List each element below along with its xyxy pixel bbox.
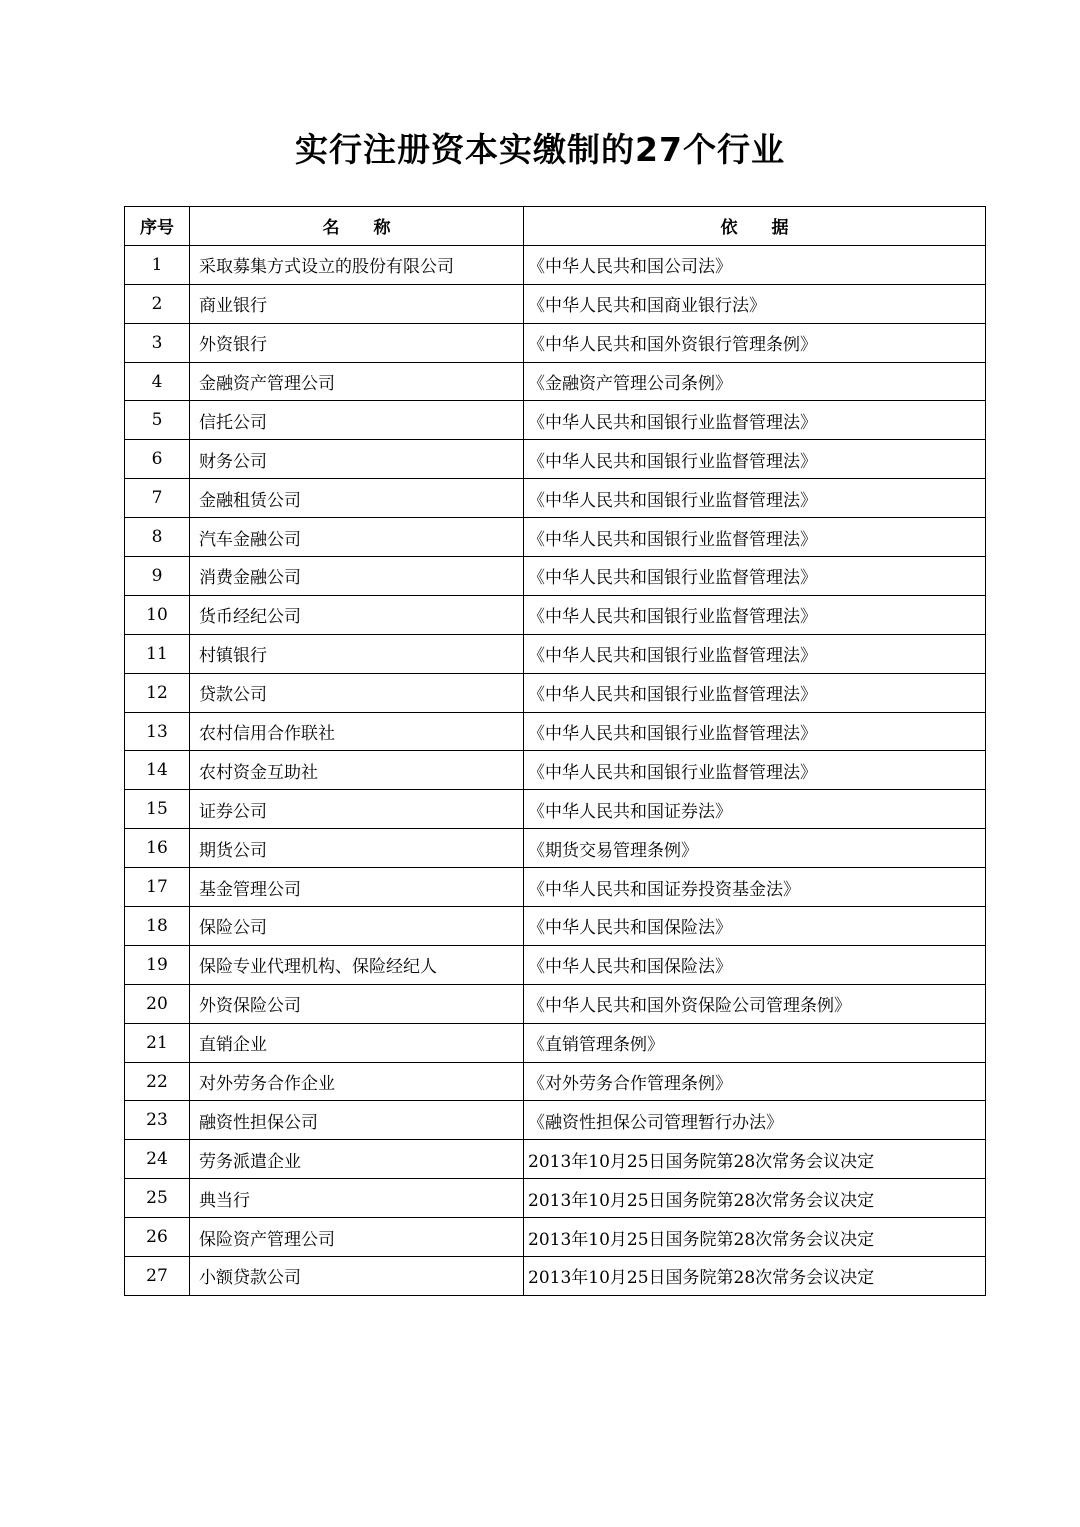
- cell-industry-name: 村镇银行: [190, 634, 524, 673]
- table-row: [125, 595, 986, 634]
- table-row: [125, 440, 986, 479]
- cell-legal-basis: 《中华人民共和国银行业监督管理法》: [524, 518, 986, 557]
- cell-industry-name: 商业银行: [190, 284, 524, 323]
- table-row: [125, 868, 986, 907]
- cell-legal-basis: 《中华人民共和国银行业监督管理法》: [524, 401, 986, 440]
- cell-serial-number: 17: [125, 868, 190, 907]
- table-row: [125, 479, 986, 518]
- table-row: [125, 790, 986, 829]
- cell-serial-number: 5: [125, 401, 190, 440]
- cell-industry-name: 小额贷款公司: [190, 1257, 524, 1296]
- cell-serial-number: 7: [125, 479, 190, 518]
- cell-industry-name: 信托公司: [190, 401, 524, 440]
- cell-serial-number: 25: [125, 1179, 190, 1218]
- cell-industry-name: 期货公司: [190, 829, 524, 868]
- cell-serial-number: 6: [125, 440, 190, 479]
- cell-legal-basis: 《中华人民共和国保险法》: [524, 907, 986, 946]
- cell-industry-name: 直销企业: [190, 1023, 524, 1062]
- cell-industry-name: 对外劳务合作企业: [190, 1062, 524, 1101]
- cell-serial-number: 24: [125, 1140, 190, 1179]
- table-row: [125, 362, 986, 401]
- cell-legal-basis: 《中华人民共和国证券法》: [524, 790, 986, 829]
- header-basis: 依 据: [524, 207, 986, 246]
- cell-industry-name: 保险专业代理机构、保险经纪人: [190, 945, 524, 984]
- cell-industry-name: 汽车金融公司: [190, 518, 524, 557]
- table-row: [125, 284, 986, 323]
- table-row: [125, 907, 986, 946]
- cell-industry-name: 证券公司: [190, 790, 524, 829]
- cell-legal-basis: 《中华人民共和国银行业监督管理法》: [524, 673, 986, 712]
- cell-legal-basis: 《中华人民共和国外资保险公司管理条例》: [524, 984, 986, 1023]
- table-row: [125, 323, 986, 362]
- table-row: [125, 712, 986, 751]
- cell-industry-name: 典当行: [190, 1179, 524, 1218]
- cell-industry-name: 农村资金互助社: [190, 751, 524, 790]
- cell-legal-basis: 《中华人民共和国商业银行法》: [524, 284, 986, 323]
- cell-serial-number: 20: [125, 984, 190, 1023]
- table-row: [125, 751, 986, 790]
- table-row: [125, 401, 986, 440]
- cell-serial-number: 11: [125, 634, 190, 673]
- table-row: [125, 829, 986, 868]
- cell-serial-number: 4: [125, 362, 190, 401]
- cell-legal-basis: 《中华人民共和国公司法》: [524, 245, 986, 284]
- cell-industry-name: 农村信用合作联社: [190, 712, 524, 751]
- cell-industry-name: 劳务派遣企业: [190, 1140, 524, 1179]
- cell-serial-number: 19: [125, 945, 190, 984]
- cell-industry-name: 消费金融公司: [190, 557, 524, 596]
- table-row: [125, 673, 986, 712]
- cell-legal-basis: 2013年10月25日国务院第28次常务会议决定: [524, 1218, 986, 1257]
- table-row: [125, 1257, 986, 1296]
- cell-serial-number: 1: [125, 245, 190, 284]
- cell-serial-number: 8: [125, 518, 190, 557]
- table-row: [125, 984, 986, 1023]
- cell-industry-name: 贷款公司: [190, 673, 524, 712]
- cell-legal-basis: 《中华人民共和国证券投资基金法》: [524, 868, 986, 907]
- cell-legal-basis: 《融资性担保公司管理暂行办法》: [524, 1101, 986, 1140]
- cell-legal-basis: 2013年10月25日国务院第28次常务会议决定: [524, 1179, 986, 1218]
- table-row: [125, 1140, 986, 1179]
- cell-serial-number: 9: [125, 557, 190, 596]
- table-row: [125, 1062, 986, 1101]
- table-row: [125, 945, 986, 984]
- cell-industry-name: 货币经纪公司: [190, 595, 524, 634]
- cell-serial-number: 21: [125, 1023, 190, 1062]
- header-serial-number: 序号: [125, 207, 190, 246]
- cell-legal-basis: 《期货交易管理条例》: [524, 829, 986, 868]
- cell-serial-number: 13: [125, 712, 190, 751]
- table-body: [125, 245, 986, 1295]
- cell-serial-number: 12: [125, 673, 190, 712]
- cell-legal-basis: 《中华人民共和国保险法》: [524, 945, 986, 984]
- cell-industry-name: 财务公司: [190, 440, 524, 479]
- cell-legal-basis: 《金融资产管理公司条例》: [524, 362, 986, 401]
- cell-serial-number: 2: [125, 284, 190, 323]
- cell-legal-basis: 《中华人民共和国银行业监督管理法》: [524, 712, 986, 751]
- cell-industry-name: 外资银行: [190, 323, 524, 362]
- cell-legal-basis: 《中华人民共和国银行业监督管理法》: [524, 751, 986, 790]
- table-row: [125, 1218, 986, 1257]
- table-row: [125, 557, 986, 596]
- table-row: [125, 518, 986, 557]
- cell-industry-name: 外资保险公司: [190, 984, 524, 1023]
- cell-legal-basis: 2013年10月25日国务院第28次常务会议决定: [524, 1140, 986, 1179]
- cell-legal-basis: 《中华人民共和国外资银行管理条例》: [524, 323, 986, 362]
- cell-serial-number: 16: [125, 829, 190, 868]
- cell-legal-basis: 2013年10月25日国务院第28次常务会议决定: [524, 1257, 986, 1296]
- table-header-row: [125, 207, 986, 246]
- cell-industry-name: 保险资产管理公司: [190, 1218, 524, 1257]
- cell-serial-number: 18: [125, 907, 190, 946]
- table-row: [125, 1023, 986, 1062]
- table-row: [125, 634, 986, 673]
- cell-serial-number: 26: [125, 1218, 190, 1257]
- cell-serial-number: 3: [125, 323, 190, 362]
- industry-table: [124, 206, 986, 1296]
- cell-industry-name: 融资性担保公司: [190, 1101, 524, 1140]
- cell-serial-number: 22: [125, 1062, 190, 1101]
- cell-legal-basis: 《直销管理条例》: [524, 1023, 986, 1062]
- table-row: [125, 1101, 986, 1140]
- table-row: [125, 1179, 986, 1218]
- cell-serial-number: 27: [125, 1257, 190, 1296]
- cell-legal-basis: 《中华人民共和国银行业监督管理法》: [524, 595, 986, 634]
- cell-industry-name: 保险公司: [190, 907, 524, 946]
- cell-industry-name: 采取募集方式设立的股份有限公司: [190, 245, 524, 284]
- cell-industry-name: 基金管理公司: [190, 868, 524, 907]
- cell-serial-number: 10: [125, 595, 190, 634]
- cell-serial-number: 23: [125, 1101, 190, 1140]
- cell-legal-basis: 《对外劳务合作管理条例》: [524, 1062, 986, 1101]
- cell-legal-basis: 《中华人民共和国银行业监督管理法》: [524, 479, 986, 518]
- cell-legal-basis: 《中华人民共和国银行业监督管理法》: [524, 634, 986, 673]
- cell-legal-basis: 《中华人民共和国银行业监督管理法》: [524, 440, 986, 479]
- cell-industry-name: 金融租赁公司: [190, 479, 524, 518]
- cell-serial-number: 14: [125, 751, 190, 790]
- header-name: 名 称: [190, 207, 524, 246]
- cell-industry-name: 金融资产管理公司: [190, 362, 524, 401]
- page-title: 实行注册资本实缴制的27个行业: [295, 130, 785, 169]
- cell-serial-number: 15: [125, 790, 190, 829]
- cell-legal-basis: 《中华人民共和国银行业监督管理法》: [524, 557, 986, 596]
- table-row: [125, 245, 986, 284]
